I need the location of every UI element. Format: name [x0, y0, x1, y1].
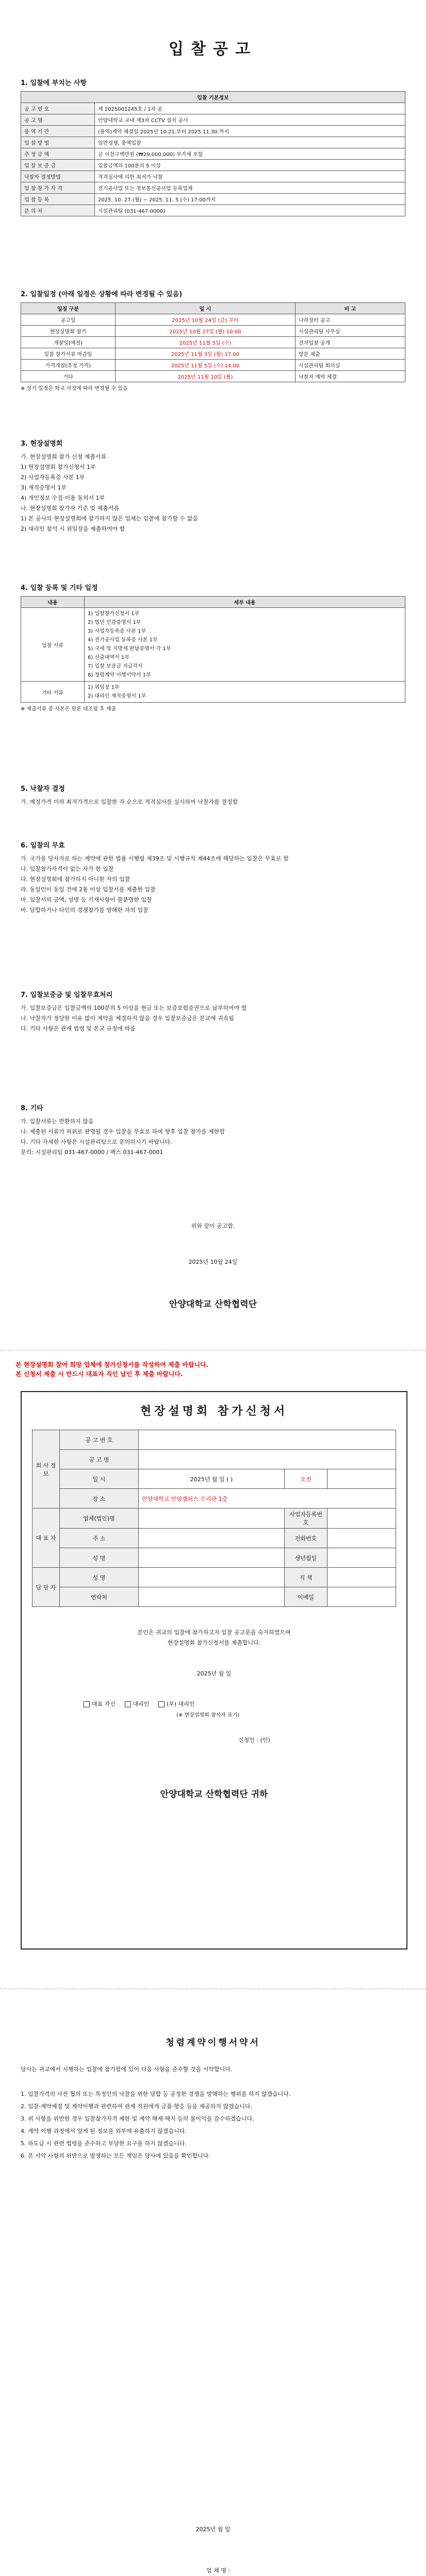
- option-note: (※ 현장설명회 참석자 표기): [176, 1713, 240, 1718]
- section-7-text: 가. 입찰보증금은 입찰금액의 100분의 5 이상을 현금 또는 보증보험증권으로 납부하여야 함 나. 낙찰자가 정당한 이유 없이 계약을 체결하지 않을 경우 입찰보증금은 본교에 귀속됨 다. 기타 사항은 관계 법령 및 본교 규정에 따름: [21, 1005, 247, 1032]
- manager-email-field[interactable]: [327, 1587, 396, 1607]
- section-5-title: 5. 낙찰자 결정: [21, 785, 65, 793]
- option-checkbox[interactable]: [125, 1701, 131, 1707]
- label-cell: 추 정 금 액: [21, 148, 95, 160]
- schedule-cell: 낙찰자 계약 체결: [296, 371, 405, 382]
- form-side-label: 담 당 자: [32, 1568, 60, 1607]
- value-cell: (용역)계약 체결일 2025년 10.21.부터 2025.11.30.까지: [95, 126, 405, 137]
- form-label: 직 책: [285, 1568, 327, 1587]
- basic-info-header: 입찰 기본정보: [21, 92, 405, 103]
- schedule-date: 2025년 11월 10일 (월): [116, 371, 296, 382]
- schedule-date: 2025년 11월 3일 (월) 17:00: [116, 348, 296, 360]
- form-side-label: 대 표 자: [32, 1509, 60, 1568]
- schedule-col-header: 일 시: [116, 303, 296, 314]
- schedule-cell: 기타: [21, 371, 116, 382]
- form-label: 일 시: [60, 1469, 139, 1489]
- schedule-date: 2025년 11월 5일 (수) 14:00: [116, 360, 296, 371]
- schedule-cell: 개찰일(예정): [21, 337, 116, 348]
- documents-cell: 입찰 서류: [21, 608, 85, 682]
- schedule-table: [21, 302, 405, 382]
- schedule-cell: 방문 제출: [296, 348, 405, 360]
- form-label: 장 소: [60, 1489, 139, 1509]
- value-cell: 입찰금액의 100분의 5 이상: [95, 160, 405, 171]
- biz-number-field[interactable]: [327, 1509, 396, 1529]
- attendee-options: [84, 1700, 406, 1708]
- section-3-text: 가. 현장설명회 참가 신청 제출서류 1) 현장설명회 참가신청서 1부 2) 사업자등록증 사본 1부 3) 재직증명서 1부 4) 개인정보 수집·이용 동의서 1부 나. 현장설명회 참가자 기준 및 제출서류 1) 본 공사의 현장설명회에 참가하지 않은 업체는 입찰에 참가할 수 없음 2) 대리인 참석 시 위임장을 제출하여야 함: [21, 453, 198, 532]
- section-3: [21, 438, 405, 534]
- value-cell: 2025. 10. 27.(월) ~ 2025. 11. 5.(수) 17:00까지: [95, 194, 405, 205]
- schedule-cell: 시설관리팀 회의실: [296, 360, 405, 371]
- label-cell: 낙찰자 결정방법: [21, 171, 95, 182]
- schedule-date: 2025년 10월 27일 (월) 10:00: [116, 326, 296, 337]
- value-cell: 금 이천구백만원 (₩29,000,000) 부가세 포함: [95, 148, 405, 160]
- pledge-date: [21, 2524, 405, 2535]
- option-label: 대리인: [133, 1701, 150, 1707]
- manager-phone-field[interactable]: [139, 1587, 285, 1607]
- documents-cell: 기타 서류: [21, 682, 85, 703]
- manager-position-field[interactable]: [327, 1568, 396, 1587]
- time-field[interactable]: 오전: [285, 1469, 327, 1489]
- schedule-date: 2025년 11월 5일 (수): [116, 337, 296, 348]
- company-field[interactable]: [139, 1509, 285, 1529]
- notice-name-field[interactable]: [139, 1450, 396, 1469]
- schedule-cell: 가격개찰(추정 가격): [21, 360, 116, 371]
- form-label: 공 고 명: [60, 1450, 139, 1469]
- form-date-line: 2025년 월 일: [196, 1670, 232, 1677]
- section-1: [21, 77, 405, 216]
- section-8-title: 8. 기타: [21, 1105, 43, 1112]
- value-cell: 안양대학교 교내 제3차 CCTV 설치 공사: [95, 114, 405, 126]
- rep-name-field[interactable]: [139, 1548, 285, 1568]
- red-warning-line: 본 신청서 제출 시 반드시 대표자 직인 날인 후 제출 바랍니다.: [15, 1370, 183, 1378]
- value-cell: 적격심사에 의한 최저가 낙찰: [95, 171, 405, 182]
- documents-list: 1) 입찰참가신청서 1부 2) 법인 인감증명서 1부 3) 사업자등록증 사본 1부 4) 전기공사업 등록증 사본 1부 5) 국세 및 지방세 완납증명서 각 1부 6) 산출내역서 1부 7) 입찰 보증금 지급각서 8) 청렴계약 이행서약서 1부: [85, 608, 405, 682]
- form-title: 현장설명회 참가신청서: [140, 1405, 288, 1418]
- value-cell: 일반경쟁, 총액입찰: [95, 137, 405, 148]
- schedule-col-header: 비 고: [296, 303, 405, 314]
- section-7-title: 7. 입찰보증금 및 입찰무효처리: [21, 991, 113, 999]
- form-label: 업체(법인)명: [60, 1509, 139, 1529]
- section-6-title: 6. 입찰의 무효: [21, 842, 65, 850]
- value-cell: 시설관리팀 (031-467-0000): [95, 205, 405, 216]
- schedule-col-header: 일정 구분: [21, 303, 116, 314]
- form-label: 사업자등록번호: [285, 1509, 327, 1529]
- pledge-date-text: 2025년 월 일: [195, 2526, 231, 2533]
- red-warning-line: 본 현장설명회 참여 희망 업체에 참가신청서를 작성하여 제출 바랍니다.: [15, 1361, 209, 1368]
- section-3-title: 3. 현장설명회: [21, 440, 63, 448]
- form-label: 성 명: [60, 1548, 139, 1568]
- pledge-title: 청렴계약이행서약서: [166, 2038, 260, 2048]
- form-label: 생년월일: [285, 1548, 327, 1568]
- time-detail-field[interactable]: [327, 1469, 396, 1489]
- label-cell: 입 찰 보 증 금: [21, 160, 95, 171]
- section-6-text: 가. 국가를 당사자로 하는 계약에 관한 법률 시행령 제39조 및 시행규칙 제44조에 해당하는 입찰은 무효로 함 나. 입찰참가자격이 없는 자가 한 입찰 다. 현장설명회에 참가하지 아니한 자의 입찰 라. 동일인이 동일 건에 2통 이상 입찰서를 제출한 입찰 마. 입찰서의 금액, 성명 등 기재사항이 불분명한 입찰 바. 담합하거나 타인의 경쟁참가를 방해한 자의 입찰: [21, 855, 289, 913]
- documents-col-header: 내용: [21, 597, 85, 608]
- notice-date: [21, 1257, 405, 1267]
- label-cell: 입 찰 등 록: [21, 194, 95, 205]
- section-8-text: 가. 입찰서류는 반환하지 않음 나. 제출된 서류가 허위로 판명될 경우 입찰을 무효로 하며 향후 입찰 참가를 제한함 다. 기타 자세한 사항은 시설관리팀으로 문의하시기 바랍니다. 문의: 시설관리팀 031-467-0000 / 팩스 031-467-0001: [21, 1118, 225, 1156]
- pledge-body: 당사는 귀교에서 시행하는 입찰에 참가함에 있어 다음 사항을 준수할 것을 서약합니다. 1. 입찰가격의 사전 협의 또는 특정인의 낙찰을 위한 담합 등 공정한 경쟁을 방해하는 행위를 하지 않겠습니다. 2. 입찰·계약체결 및 계약이행과 관련하여 관계 직원에게 금품·향응 등을 제공하지 않겠습니다. 3. 위 사항을 위반한 경우 입찰참가자격 제한 및 계약 해제·해지 등의 불이익을 감수하겠습니다. 4. 계약 이행 과정에서 알게 된 정보를 외부에 유출하지 않겠습니다. 5. 하도급 시 관련 법령을 준수하고 부당한 요구를 하지 않겠습니다. 6. 본 서약 사항의 위반으로 발생하는 모든 책임은 당사에 있음을 확인합니다.: [21, 2066, 291, 2159]
- schedule-cell: 나라장터 공고: [296, 314, 405, 326]
- form-table: [32, 1430, 396, 1607]
- label-cell: 용 역 기 간: [21, 126, 95, 137]
- schedule-cell: 시설관리팀 사무실: [296, 326, 405, 337]
- form-sign-line: 신청인 : (인): [238, 1737, 270, 1743]
- place-field: 안양대학교 안양캠퍼스 수리관 1층: [139, 1489, 396, 1509]
- application-form: [21, 1391, 407, 1950]
- notice-signer: [21, 1288, 405, 1318]
- option-label: (부) 대리인: [166, 1701, 195, 1707]
- form-label: 공 고 번 호: [60, 1430, 139, 1450]
- form-label: 전화번호: [285, 1529, 327, 1548]
- notice-title: 입찰공고: [169, 40, 257, 58]
- label-cell: 공 고 명: [21, 114, 95, 126]
- schedule-note: ※ 상기 일정은 학교 사정에 따라 변경될 수 있음: [21, 386, 128, 392]
- form-pledge: 본인은 귀교의 입찰에 참가하고자 입찰 공고문을 숙지하였으며 현장설명회 참가신청서를 제출합니다.: [137, 1629, 291, 1646]
- value-cell: 전기공사업 또는 정보통신공사업 등록업체: [95, 182, 405, 194]
- section-5-text: 가. 예정가격 이하 최저가격으로 입찰한 자 순으로 적격심사를 실시하여 낙찰자를 결정함: [21, 799, 238, 805]
- form-label: 연락처: [60, 1587, 139, 1607]
- form-label: 성 명: [60, 1568, 139, 1587]
- section-4-title: 4. 입찰 등록 및 기타 일정: [21, 584, 98, 592]
- documents-table: [21, 596, 405, 703]
- section-2: [21, 289, 405, 398]
- label-cell: 입 찰 방 법: [21, 137, 95, 148]
- form-label: 이메일: [285, 1587, 327, 1607]
- section-7: [21, 989, 405, 1034]
- notice-signer-text: 안양대학교 산학협력단: [169, 1299, 257, 1310]
- red-warning: [15, 1360, 325, 1379]
- option-label: 대표 자신: [92, 1701, 116, 1707]
- documents-note: ※ 제출서류 중 사본은 원본 대조필 후 제출: [21, 706, 117, 712]
- section-8: [21, 1103, 405, 1158]
- rep-birth-field[interactable]: [327, 1548, 396, 1568]
- option-checkbox[interactable]: [158, 1701, 165, 1707]
- phone-field[interactable]: [327, 1529, 396, 1548]
- label-cell: 입 찰 참 가 자 격: [21, 182, 95, 194]
- form-side-label: 회 사 정 보: [32, 1430, 60, 1509]
- notice: [21, 36, 405, 59]
- label-cell: 문 의 처: [21, 205, 95, 216]
- schedule-cell: 현장설명회 참가: [21, 326, 116, 337]
- option-checkbox[interactable]: [84, 1701, 90, 1707]
- documents-col-header: 세부 내용: [85, 597, 405, 608]
- pledge-sign: [21, 2566, 405, 2576]
- schedule-cell: 입찰 참가서류 마감일: [21, 348, 116, 360]
- address-field[interactable]: [139, 1529, 285, 1548]
- notice-date-text: 2025년 10월 24일: [188, 1259, 238, 1265]
- integrity-pledge: [21, 2035, 405, 2162]
- form-recipient: 안양대학교 산학협력단 귀하: [160, 1789, 268, 1800]
- basic-info-table: [21, 91, 405, 216]
- schedule-cell: 전자입찰 공개: [296, 337, 405, 348]
- notice-closing: [21, 1221, 405, 1231]
- notice-number-field[interactable]: [139, 1430, 396, 1450]
- pledge-company: 업 체 명 :: [206, 2567, 231, 2574]
- closing-text: 위와 같이 공고함.: [191, 1223, 235, 1229]
- section-6: [21, 840, 405, 916]
- manager-name-field[interactable]: [139, 1568, 285, 1587]
- section-5: [21, 783, 405, 807]
- schedule-cell: 공고일: [21, 314, 116, 326]
- form-label: 주 소: [60, 1529, 139, 1548]
- value-cell: 제 2025001245호 / 1차 공: [95, 103, 405, 114]
- documents-list: 1) 위임장 1부 2) 대리인 재직증명서 1부: [85, 682, 405, 703]
- date-field[interactable]: 2025년 월 일 ( ): [139, 1469, 285, 1489]
- label-cell: 공 고 번 호: [21, 103, 95, 114]
- schedule-date: 2025년 10월 24일 (금) 부터: [116, 314, 296, 326]
- section-4: [21, 582, 405, 719]
- section-2-title: 2. 입찰일정 (아래 일정은 상황에 따라 변경될 수 있음): [21, 291, 183, 298]
- section-1-title: 1. 입찰에 부치는 사항: [21, 79, 87, 87]
